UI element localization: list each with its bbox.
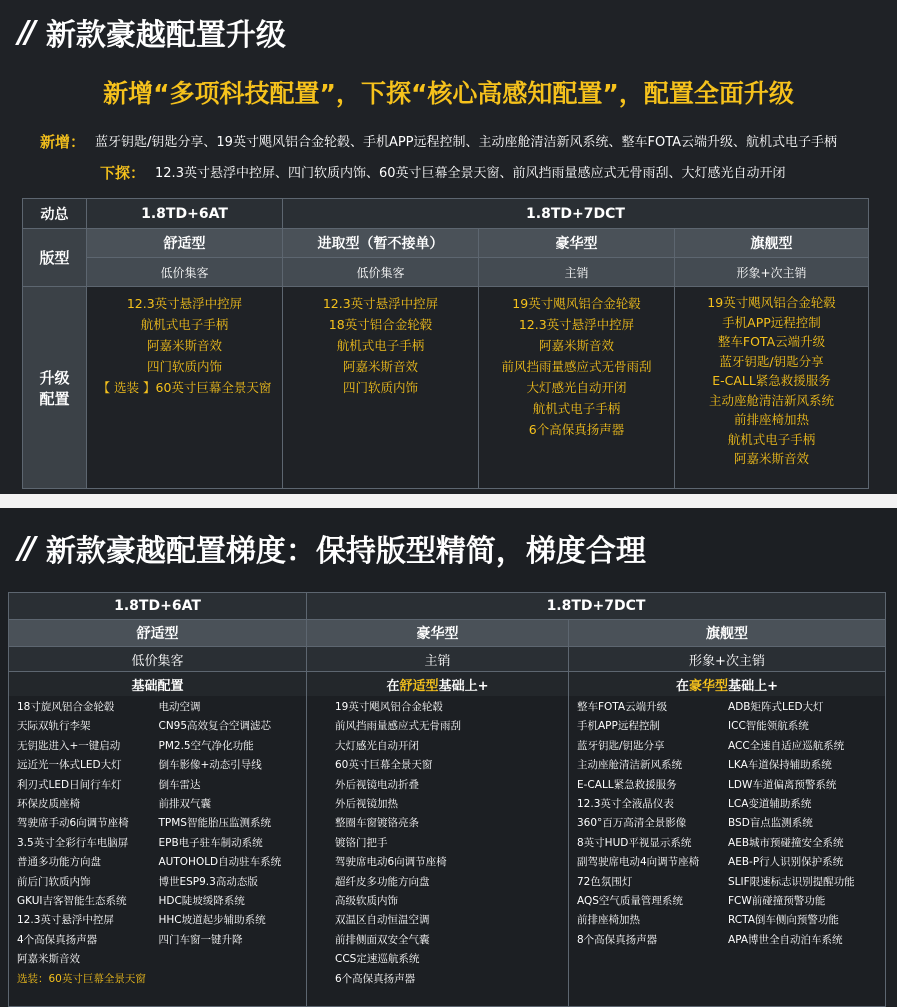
header-highlight: 豪华型 xyxy=(689,678,729,694)
feature-item: BSD盲点监测系统 xyxy=(728,817,813,830)
feature-item: ACC全速自适应巡航系统 xyxy=(728,739,845,752)
slash-mark-icon: // xyxy=(18,530,32,566)
feature-item: 外后视镜加热 xyxy=(335,798,398,811)
row-label-powertrain: 动总 xyxy=(23,199,87,229)
added-line xyxy=(40,131,837,152)
feature-item: TPMS智能胎压监测系统 xyxy=(158,817,271,830)
upgrade-item: 阿嘉米斯音效 xyxy=(146,338,222,353)
feature-item: 前后门软质内饰 xyxy=(17,875,91,888)
upgrade-item: 航机式电子手柄 xyxy=(727,431,816,447)
trim-position: 低价集客 xyxy=(283,258,479,287)
upgrade-item: 阿嘉米斯音效 xyxy=(733,451,809,466)
trim-position: 主销 xyxy=(479,258,675,287)
row-label-trim: 版型 xyxy=(23,229,87,287)
trim-name: 旗舰型 xyxy=(569,620,886,647)
feature-item: 副驾驶席电动4向调节座椅 xyxy=(577,856,700,869)
upgrade-item: 整车FOTA云端升级 xyxy=(717,334,826,349)
row-label-upgrade: 升级配置 xyxy=(23,287,87,489)
section-divider xyxy=(0,494,897,508)
section2-header xyxy=(18,526,646,570)
feature-item: 前排侧面双安全气囊 xyxy=(335,933,430,946)
header-suffix: 基础上+ xyxy=(728,678,778,694)
trim-position: 形象+次主销 xyxy=(569,647,886,672)
feature-item: 手机APP远程控制 xyxy=(577,720,660,733)
trim-name: 豪华型 xyxy=(479,229,675,258)
upgrade-item: 手机APP远程控制 xyxy=(722,314,821,330)
upgrade-item: 航机式电子手柄 xyxy=(532,401,621,416)
feature-item: 12.3英寸悬浮中控屏 xyxy=(17,914,114,927)
feature-item: 倒车影像+动态引导线 xyxy=(158,759,262,772)
feature-item: 驾驶席手动6向调节座椅 xyxy=(17,817,129,830)
section1-title: 新款豪越配置升级 xyxy=(45,18,286,53)
down-line xyxy=(100,162,786,183)
feature-item: 主动座舱清洁新风系统 xyxy=(577,759,682,772)
feature-item: LKA车道保持辅助系统 xyxy=(728,759,832,772)
trim-position: 形象+次主销 xyxy=(675,258,869,287)
feature-item: E-CALL紧急救援服务 xyxy=(577,778,677,791)
flagship-col-2 xyxy=(728,698,879,950)
feature-item: ADB矩阵式LED大灯 xyxy=(728,701,824,713)
feature-item: 双温区自动恒温空调 xyxy=(335,914,430,927)
feature-item: LDW车道偏离预警系统 xyxy=(728,778,837,791)
flagship-base-header xyxy=(569,672,886,697)
flagship-col-1 xyxy=(577,698,728,950)
feature-item: AQS空气质量管理系统 xyxy=(577,895,683,908)
feature-item: 8英寸HUD平视显示系统 xyxy=(577,836,692,849)
feature-item: RCTA倒车侧向预警功能 xyxy=(728,914,839,927)
feature-item: 72色氛围灯 xyxy=(577,875,633,888)
down-label: 下探： xyxy=(100,164,146,182)
feature-item: HHC坡道起步辅助系统 xyxy=(158,914,266,927)
upgrade-item: E-CALL紧急救援服务 xyxy=(712,373,831,388)
flagship-feature-list xyxy=(569,696,886,1006)
feature-item: 前风挡雨量感应式无骨雨刮 xyxy=(335,720,461,733)
feature-item: 整圈车窗镀铬亮条 xyxy=(335,817,419,830)
upgrade-item: 12.3英寸悬浮中控屏 xyxy=(322,296,439,311)
comfort-base-header: 基础配置 xyxy=(9,672,307,697)
upgrade-item: 18英寸铝合金轮毂 xyxy=(328,317,433,332)
feature-item: 前排座椅加热 xyxy=(577,914,640,927)
down-text: 12.3英寸悬浮中控屏、四门软质内饰、60英寸巨幕全景天窗、前风挡雨量感应式无骨雨刮、大灯感光自动开闭 xyxy=(155,166,786,181)
header-prefix: 在 xyxy=(386,678,400,694)
added-label: 新增： xyxy=(40,133,86,151)
feature-item: CN95高效复合空调滤芯 xyxy=(158,720,272,733)
upgrade-list-luxury xyxy=(479,287,675,489)
upgrade-list-flagship xyxy=(675,287,869,489)
feature-item: 镀铬门把手 xyxy=(335,836,388,849)
feature-item: 远近光一体式LED大灯 xyxy=(17,759,122,772)
comfort-feature-list xyxy=(9,696,307,1006)
feature-item: 电动空调 xyxy=(158,701,201,713)
header-prefix: 在 xyxy=(676,678,690,694)
feature-item: 超纤皮多功能方向盘 xyxy=(335,875,430,888)
comfort-col-1 xyxy=(17,698,159,989)
feature-item: AUTOHOLD自动驻车系统 xyxy=(158,856,282,869)
upgrade-item: 航机式电子手柄 xyxy=(140,317,229,332)
feature-item: 阿嘉米斯音效 xyxy=(17,953,80,966)
upgrade-item: 前排座椅加热 xyxy=(733,412,809,427)
feature-item: 普通多功能方向盘 xyxy=(17,856,101,869)
feature-item: 利刃式LED日间行车灯 xyxy=(17,778,122,791)
feature-item: PM2.5空气净化功能 xyxy=(158,739,254,752)
feature-item: 驾驶席电动6向调节座椅 xyxy=(335,856,447,869)
feature-item: 12.3英寸全液晶仪表 xyxy=(577,798,674,811)
trim-name: 豪华型 xyxy=(307,620,569,647)
feature-item: CCS定速巡航系统 xyxy=(335,953,420,966)
luxury-feature-list xyxy=(307,696,569,1006)
header-suffix: 基础上+ xyxy=(438,678,489,694)
feature-item: 高级软质内饰 xyxy=(335,895,398,908)
upgrade-item: 19英寸飓风铝合金轮毂 xyxy=(512,296,641,311)
feature-item: 博世ESP9.3高动态版 xyxy=(158,875,258,888)
feature-item: LCA变道辅助系统 xyxy=(728,798,812,811)
feature-item: 前排双气囊 xyxy=(158,798,211,811)
upgrade-item: 大灯感光自动开闭 xyxy=(526,380,627,395)
feature-item: 外后视镜电动折叠 xyxy=(335,778,419,791)
feature-item: 倒车雷达 xyxy=(158,778,201,791)
feature-item: 整车FOTA云端升级 xyxy=(577,701,668,713)
feature-item: FCW前碰撞预警功能 xyxy=(728,895,826,908)
feature-item: GKUI吉客智能生态系统 xyxy=(17,895,127,908)
powertrain-7dct: 1.8TD+7DCT xyxy=(307,593,886,620)
upgrade-item: 四门软质内饰 xyxy=(342,380,418,395)
feature-item: 蓝牙钥匙/钥匙分享 xyxy=(577,739,665,752)
upgrade-item: 前风挡雨量感应式无骨雨刮 xyxy=(501,359,652,374)
feature-item: EPB电子驻车制动系统 xyxy=(158,836,263,849)
feature-item: 大灯感光自动开闭 xyxy=(335,739,419,752)
powertrain-6at: 1.8TD+6AT xyxy=(9,593,307,620)
upgrade-item: 主动座舱清洁新风系统 xyxy=(708,392,834,408)
gradient-table xyxy=(8,592,886,1007)
comfort-col-2 xyxy=(159,698,301,989)
upgrade-item: 阿嘉米斯音效 xyxy=(538,338,614,353)
feature-item: ICC智能领航系统 xyxy=(728,720,809,733)
trim-position: 主销 xyxy=(307,647,569,672)
luxury-col xyxy=(315,698,562,989)
trim-name: 旗舰型 xyxy=(675,229,869,258)
feature-item: AEB-P行人识别保护系统 xyxy=(728,856,844,869)
feature-item: 19英寸飓风铝合金轮毂 xyxy=(335,701,443,713)
upgrade-item: 12.3英寸悬浮中控屏 xyxy=(518,317,635,332)
header-highlight: 舒适型 xyxy=(399,678,439,694)
powertrain-7dct: 1.8TD+7DCT xyxy=(283,199,869,229)
upgrade-item: 四门软质内饰 xyxy=(146,359,222,374)
optional-item: 选装：60英寸巨幕全景天窗 xyxy=(17,972,146,985)
feature-item: APA博世全自动泊车系统 xyxy=(728,933,843,946)
feature-item: HDC陡坡缓降系统 xyxy=(158,895,245,908)
section2-title: 新款豪越配置梯度：保持版型精简，梯度合理 xyxy=(45,534,646,569)
section1-subtitle: 新增“多项科技配置”，下探“核心高感知配置”，配置全面升级 xyxy=(103,79,794,108)
upgrade-item: 【 选装 】60英寸巨幕全景天窗 xyxy=(97,380,272,395)
upgrade-list-enterprising xyxy=(283,287,479,489)
feature-item: 4个高保真扬声器 xyxy=(17,933,98,946)
slash-mark-icon: // xyxy=(18,14,32,50)
feature-item: 6个高保真扬声器 xyxy=(335,972,416,985)
feature-item: 18寸旋风铝合金轮毂 xyxy=(17,701,115,713)
trim-name: 舒适型 xyxy=(87,229,283,258)
feature-item: 360°百万高清全景影像 xyxy=(577,817,687,830)
upgrade-item: 19英寸飓风铝合金轮毂 xyxy=(707,295,836,310)
upgrade-panel xyxy=(0,0,897,494)
trim-position: 低价集客 xyxy=(87,258,283,287)
feature-item: 无钥匙进入+一键启动 xyxy=(17,739,121,752)
upgrade-item: 航机式电子手柄 xyxy=(336,338,425,353)
upgrade-item: 蓝牙钥匙/钥匙分享 xyxy=(719,353,824,369)
upgrade-table xyxy=(22,198,869,489)
trim-position: 低价集客 xyxy=(9,647,307,672)
feature-item: 四门车窗一键升降 xyxy=(158,933,243,946)
feature-item: 3.5英寸全彩行车电脑屏 xyxy=(17,836,129,849)
powertrain-6at: 1.8TD+6AT xyxy=(87,199,283,229)
trim-name: 进取型（暂不接单） xyxy=(283,229,479,258)
added-text: 蓝牙钥匙/钥匙分享、19英寸飓风铝合金轮毂、手机APP远程控制、主动座舱清洁新风系统、整车FOTA云端升级、航机式电子手柄 xyxy=(95,135,838,150)
feature-item: 60英寸巨幕全景天窗 xyxy=(335,759,433,772)
feature-item: 天际双轨行李架 xyxy=(17,720,91,733)
upgrade-item: 6个高保真扬声器 xyxy=(528,422,625,437)
feature-item: 8个高保真扬声器 xyxy=(577,933,658,946)
trim-name: 舒适型 xyxy=(9,620,307,647)
upgrade-list-comfort xyxy=(87,287,283,489)
luxury-base-header xyxy=(307,672,569,697)
upgrade-item: 阿嘉米斯音效 xyxy=(342,359,418,374)
upgrade-item: 12.3英寸悬浮中控屏 xyxy=(126,296,243,311)
feature-item: SLIF限速标志识别提醒功能 xyxy=(728,875,855,888)
feature-item: AEB城市预碰撞安全系统 xyxy=(728,836,844,849)
section1-header xyxy=(18,10,286,54)
feature-item: 环保皮质座椅 xyxy=(17,798,80,811)
